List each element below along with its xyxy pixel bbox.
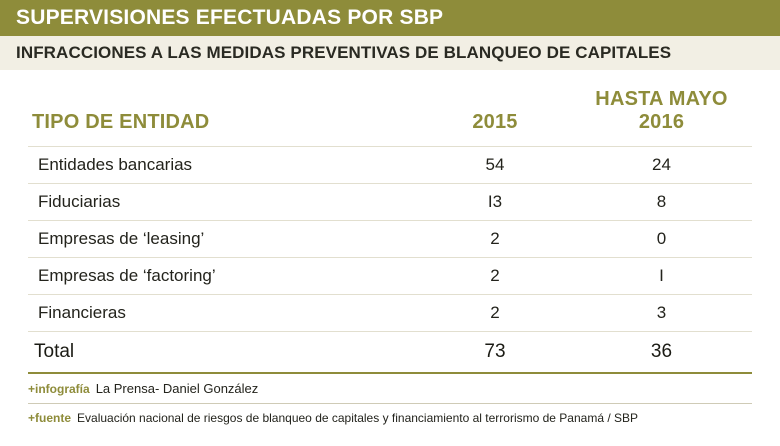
cell-2015-value: I3: [419, 184, 571, 221]
table-row: [28, 184, 752, 221]
data-table-container: [0, 70, 780, 372]
subtitle-bar: [0, 36, 780, 70]
cell-total-label: Total: [28, 332, 419, 373]
cell-2015-value: 54: [419, 147, 571, 184]
credit-value-fuente: Evaluación nacional de riesgos de blanqueo de capitales y financiamiento al terrorismo de Panamá / SBP: [77, 411, 639, 425]
cell-2016-value: 8: [571, 184, 752, 221]
cell-entity-label: Entidades bancarias: [28, 147, 419, 184]
credit-row-infografia: [28, 374, 752, 403]
table-body: [28, 147, 752, 373]
table-row: [28, 221, 752, 258]
cell-entity-label: Fiduciarias: [28, 184, 419, 221]
column-header-entity: TIPO DE ENTIDAD: [32, 111, 210, 133]
credit-key-infografia: +infografía: [28, 382, 90, 396]
cell-total-2016: 36: [571, 332, 752, 373]
page-title: SUPERVISIONES EFECTUADAS POR SBP: [16, 6, 444, 29]
credit-row-fuente: [28, 403, 752, 432]
cell-entity-label: Financieras: [28, 295, 419, 332]
title-bar: [0, 0, 780, 36]
cell-2016-value: I: [571, 258, 752, 295]
table-row: [28, 295, 752, 332]
credit-value-infografia: La Prensa- Daniel González: [95, 381, 259, 396]
table-row: [28, 147, 752, 184]
cell-2016-value: 24: [571, 147, 752, 184]
credits-block: [0, 374, 780, 432]
cell-2016-value: 3: [571, 295, 752, 332]
cell-2015-value: 2: [419, 258, 571, 295]
table-header: [28, 84, 752, 147]
cell-2015-value: 2: [419, 221, 571, 258]
column-header-2016: HASTA MAYO 2016: [595, 88, 728, 133]
data-table: [28, 84, 752, 372]
cell-2015-value: 2: [419, 295, 571, 332]
table-row-total: [28, 332, 752, 373]
cell-entity-label: Empresas de ‘leasing’: [28, 221, 419, 258]
cell-entity-label: Empresas de ‘factoring’: [28, 258, 419, 295]
page-subtitle: INFRACCIONES A LAS MEDIDAS PREVENTIVAS DE BLANQUEO DE CAPITALES: [16, 43, 672, 62]
table-header-row: [28, 84, 752, 147]
table-row: [28, 258, 752, 295]
cell-2016-value: 0: [571, 221, 752, 258]
credit-key-fuente: +fuente: [28, 411, 72, 425]
cell-total-2015: 73: [419, 332, 571, 373]
column-header-2015: 2015: [472, 111, 518, 133]
